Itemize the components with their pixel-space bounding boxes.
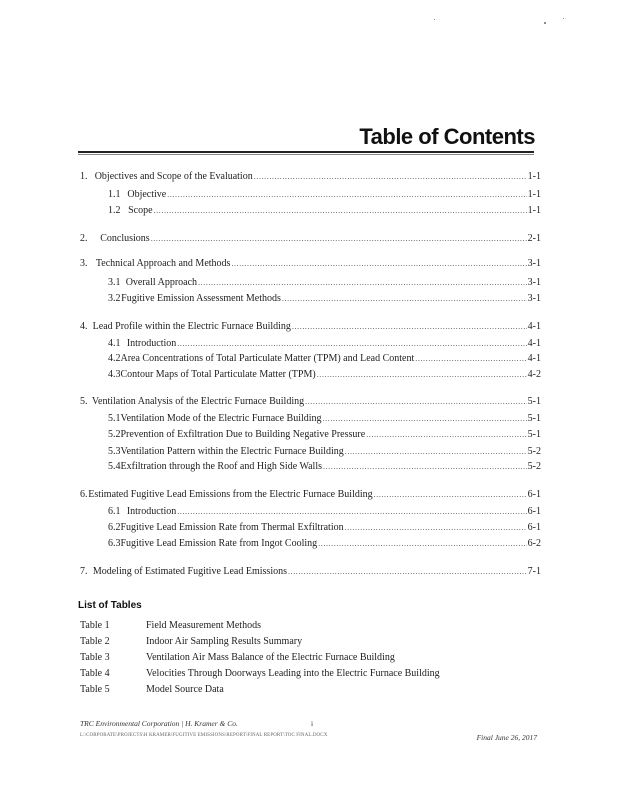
toc-dot-leader: [167, 189, 526, 201]
toc-entry-number: 4.1: [108, 338, 121, 349]
toc-entry-number: 6.: [80, 489, 88, 500]
toc-entry[interactable]: [80, 233, 541, 245]
toc-entry-title: Objective: [127, 189, 167, 200]
toc-entry-page: 3-1: [527, 293, 541, 304]
toc-entry-page: 5-2: [527, 446, 541, 457]
table-list-title: Field Measurement Methods: [146, 620, 261, 631]
toc-entry-number: 6.2: [108, 522, 121, 533]
toc-entry[interactable]: [108, 461, 541, 473]
table-list-title: Model Source Data: [146, 684, 224, 695]
toc-entry-title: Introduction: [126, 506, 177, 517]
toc-entry-number: 7.: [80, 566, 88, 577]
toc-dot-leader: [198, 277, 527, 289]
toc-entry-title: Fugitive Lead Emission Rate from Ingot Cooling: [120, 538, 318, 549]
table-list-number: Table 3: [80, 652, 110, 663]
toc-entry[interactable]: [80, 258, 541, 270]
table-list-item[interactable]: [80, 620, 261, 632]
toc-entry-page: 3-1: [527, 258, 541, 269]
toc-dot-leader: [231, 258, 526, 270]
toc-entry-number: 1.2: [108, 205, 121, 216]
toc-entry-title: Fugitive Emission Assessment Methods: [121, 293, 281, 304]
table-list-title: Velocities Through Doorways Leading into the Electric Furnace Building: [146, 668, 440, 679]
page-title: Table of Contents: [359, 124, 535, 149]
toc-entry-number: 4.2: [108, 353, 121, 364]
toc-entry-page: 5-1: [527, 396, 541, 407]
toc-entry-page: 5-2: [527, 461, 541, 472]
scan-speck: [434, 19, 435, 20]
toc-dot-leader: [154, 205, 527, 217]
toc-entry-title: Introduction: [126, 338, 177, 349]
toc-entry[interactable]: [108, 293, 541, 305]
toc-entry-number: 4.: [80, 321, 88, 332]
toc-dot-leader: [345, 446, 527, 458]
toc-entry[interactable]: [108, 506, 541, 518]
toc-entry-page: 4-1: [527, 353, 541, 364]
toc-dot-leader: [323, 413, 527, 425]
table-list-number: Table 4: [80, 668, 110, 679]
toc-entry-page: 2-1: [527, 233, 541, 244]
toc-entry[interactable]: [108, 429, 541, 441]
toc-entry[interactable]: [108, 538, 541, 550]
table-list-number: Table 5: [80, 684, 110, 695]
toc-entry[interactable]: [108, 446, 541, 458]
toc-entry-page: 6-1: [527, 489, 541, 500]
toc-entry-number: 6.1: [108, 506, 121, 517]
toc-entry-number: 1.: [80, 171, 88, 182]
table-list-title: Indoor Air Sampling Results Summary: [146, 636, 303, 647]
toc-entry-number: 5.4: [108, 461, 121, 472]
toc-entry-page: 4-1: [527, 338, 541, 349]
table-list-item[interactable]: [80, 652, 395, 664]
toc-entry-title: Estimated Fugitive Lead Emissions from the Electric Furnace Building: [88, 489, 373, 500]
toc-entry-page: 3-1: [527, 277, 541, 288]
toc-entry-page: 1-1: [527, 171, 541, 182]
toc-entry[interactable]: [108, 189, 541, 201]
toc-entry-number: 3.2: [108, 293, 121, 304]
toc-entry[interactable]: [108, 369, 541, 381]
toc-entry-title: Ventilation Mode of the Electric Furnace Building: [120, 413, 322, 424]
toc-entry-page: 1-1: [527, 205, 541, 216]
toc-dot-leader: [415, 353, 526, 365]
toc-entry[interactable]: [80, 321, 541, 333]
toc-entry-title: Ventilation Pattern within the Electric Furnace Building: [120, 446, 344, 457]
toc-entry-title: Prevention of Exfiltration Due to Building Negative Pressure: [120, 429, 366, 440]
toc-entry-page: 7-1: [527, 566, 541, 577]
toc-entry-number: 5.2: [108, 429, 121, 440]
table-list-item[interactable]: [80, 684, 224, 696]
toc-entry-title: Lead Profile within the Electric Furnace Building: [92, 321, 291, 332]
toc-entry[interactable]: [108, 205, 541, 217]
toc-entry[interactable]: [108, 277, 541, 289]
toc-entry-number: 5.1: [108, 413, 121, 424]
toc-dot-leader: [151, 233, 527, 245]
toc-entry[interactable]: [80, 566, 541, 578]
table-list-number: Table 2: [80, 636, 110, 647]
footer-file-path: L:\CORPORATE\PROJECTS\H KRAMER\FUGITIVE EMISSIONS\REPORT\FINAL REPORT\TOC FINAL.DOCX: [80, 733, 328, 738]
footer-company: TRC Environmental Corporation | H. Kramer & Co.: [80, 719, 238, 728]
toc-dot-leader: [366, 429, 526, 441]
toc-entry[interactable]: [80, 396, 541, 408]
toc-entry[interactable]: [108, 338, 541, 350]
toc-entry-page: 1-1: [527, 189, 541, 200]
list-of-tables-heading: List of Tables: [78, 600, 142, 611]
table-list-number: Table 1: [80, 620, 110, 631]
footer-status: Final June 26, 2017: [476, 733, 537, 742]
toc-entry-title: Overall Approach: [125, 277, 198, 288]
toc-entry-title: Exfiltration through the Roof and High Side Walls: [120, 461, 322, 472]
toc-entry-page: 6-1: [527, 522, 541, 533]
toc-entry-title: Area Concentrations of Total Particulate Matter (TPM) and Lead Content: [120, 353, 415, 364]
toc-dot-leader: [345, 522, 527, 534]
toc-entry-number: 6.3: [108, 538, 121, 549]
toc-entry-title: Scope: [128, 205, 153, 216]
toc-entry-number: 2.: [80, 233, 88, 244]
toc-entry-title: Technical Approach and Methods: [95, 258, 231, 269]
toc-dot-leader: [305, 396, 527, 408]
toc-entry-number: 3.1: [108, 277, 121, 288]
toc-entry-page: 5-1: [527, 429, 541, 440]
scan-speck: [544, 22, 546, 24]
toc-entry-title: Conclusions: [100, 233, 150, 244]
toc-entry-page: 4-2: [527, 369, 541, 380]
toc-dot-leader: [177, 506, 526, 518]
toc-entry[interactable]: [108, 413, 541, 425]
scan-speck: [563, 18, 564, 19]
table-list-item[interactable]: [80, 636, 302, 648]
toc-entry-number: 1.1: [108, 189, 121, 200]
toc-entry-page: 6-2: [527, 538, 541, 549]
footer-page-number: i: [311, 719, 314, 728]
toc-entry[interactable]: [80, 171, 541, 183]
toc-entry-number: 4.3: [108, 369, 121, 380]
toc-entry-title: Ventilation Analysis of the Electric Furnace Building: [91, 396, 305, 407]
toc-dot-leader: [374, 489, 527, 501]
toc-entry[interactable]: [108, 522, 541, 534]
toc-entry-title: Fugitive Lead Emission Rate from Thermal Exfiltration: [120, 522, 344, 533]
toc-entry-page: 4-1: [527, 321, 541, 332]
toc-entry-title: Contour Maps of Total Particulate Matter (TPM): [120, 369, 316, 380]
toc-entry-page: 5-1: [527, 413, 541, 424]
toc-dot-leader: [254, 171, 527, 183]
toc-entry-number: 5.: [80, 396, 88, 407]
toc-dot-leader: [317, 369, 527, 381]
toc-entry-title: Modeling of Estimated Fugitive Lead Emissions: [92, 566, 287, 577]
table-list-title: Ventilation Air Mass Balance of the Electric Furnace Building: [146, 652, 395, 663]
toc-dot-leader: [323, 461, 527, 473]
toc-entry-page: 6-1: [527, 506, 541, 517]
toc-dot-leader: [282, 293, 527, 305]
toc-dot-leader: [288, 566, 527, 578]
toc-dot-leader: [292, 321, 527, 333]
toc-dot-leader: [318, 538, 527, 550]
toc-entry-title: Objectives and Scope of the Evaluation: [94, 171, 253, 182]
toc-entry[interactable]: [108, 353, 541, 365]
table-list-item[interactable]: [80, 668, 440, 680]
toc-dot-leader: [177, 338, 526, 350]
toc-entry-number: 3.: [80, 258, 88, 269]
toc-entry[interactable]: [80, 489, 541, 501]
toc-entry-number: 5.3: [108, 446, 121, 457]
